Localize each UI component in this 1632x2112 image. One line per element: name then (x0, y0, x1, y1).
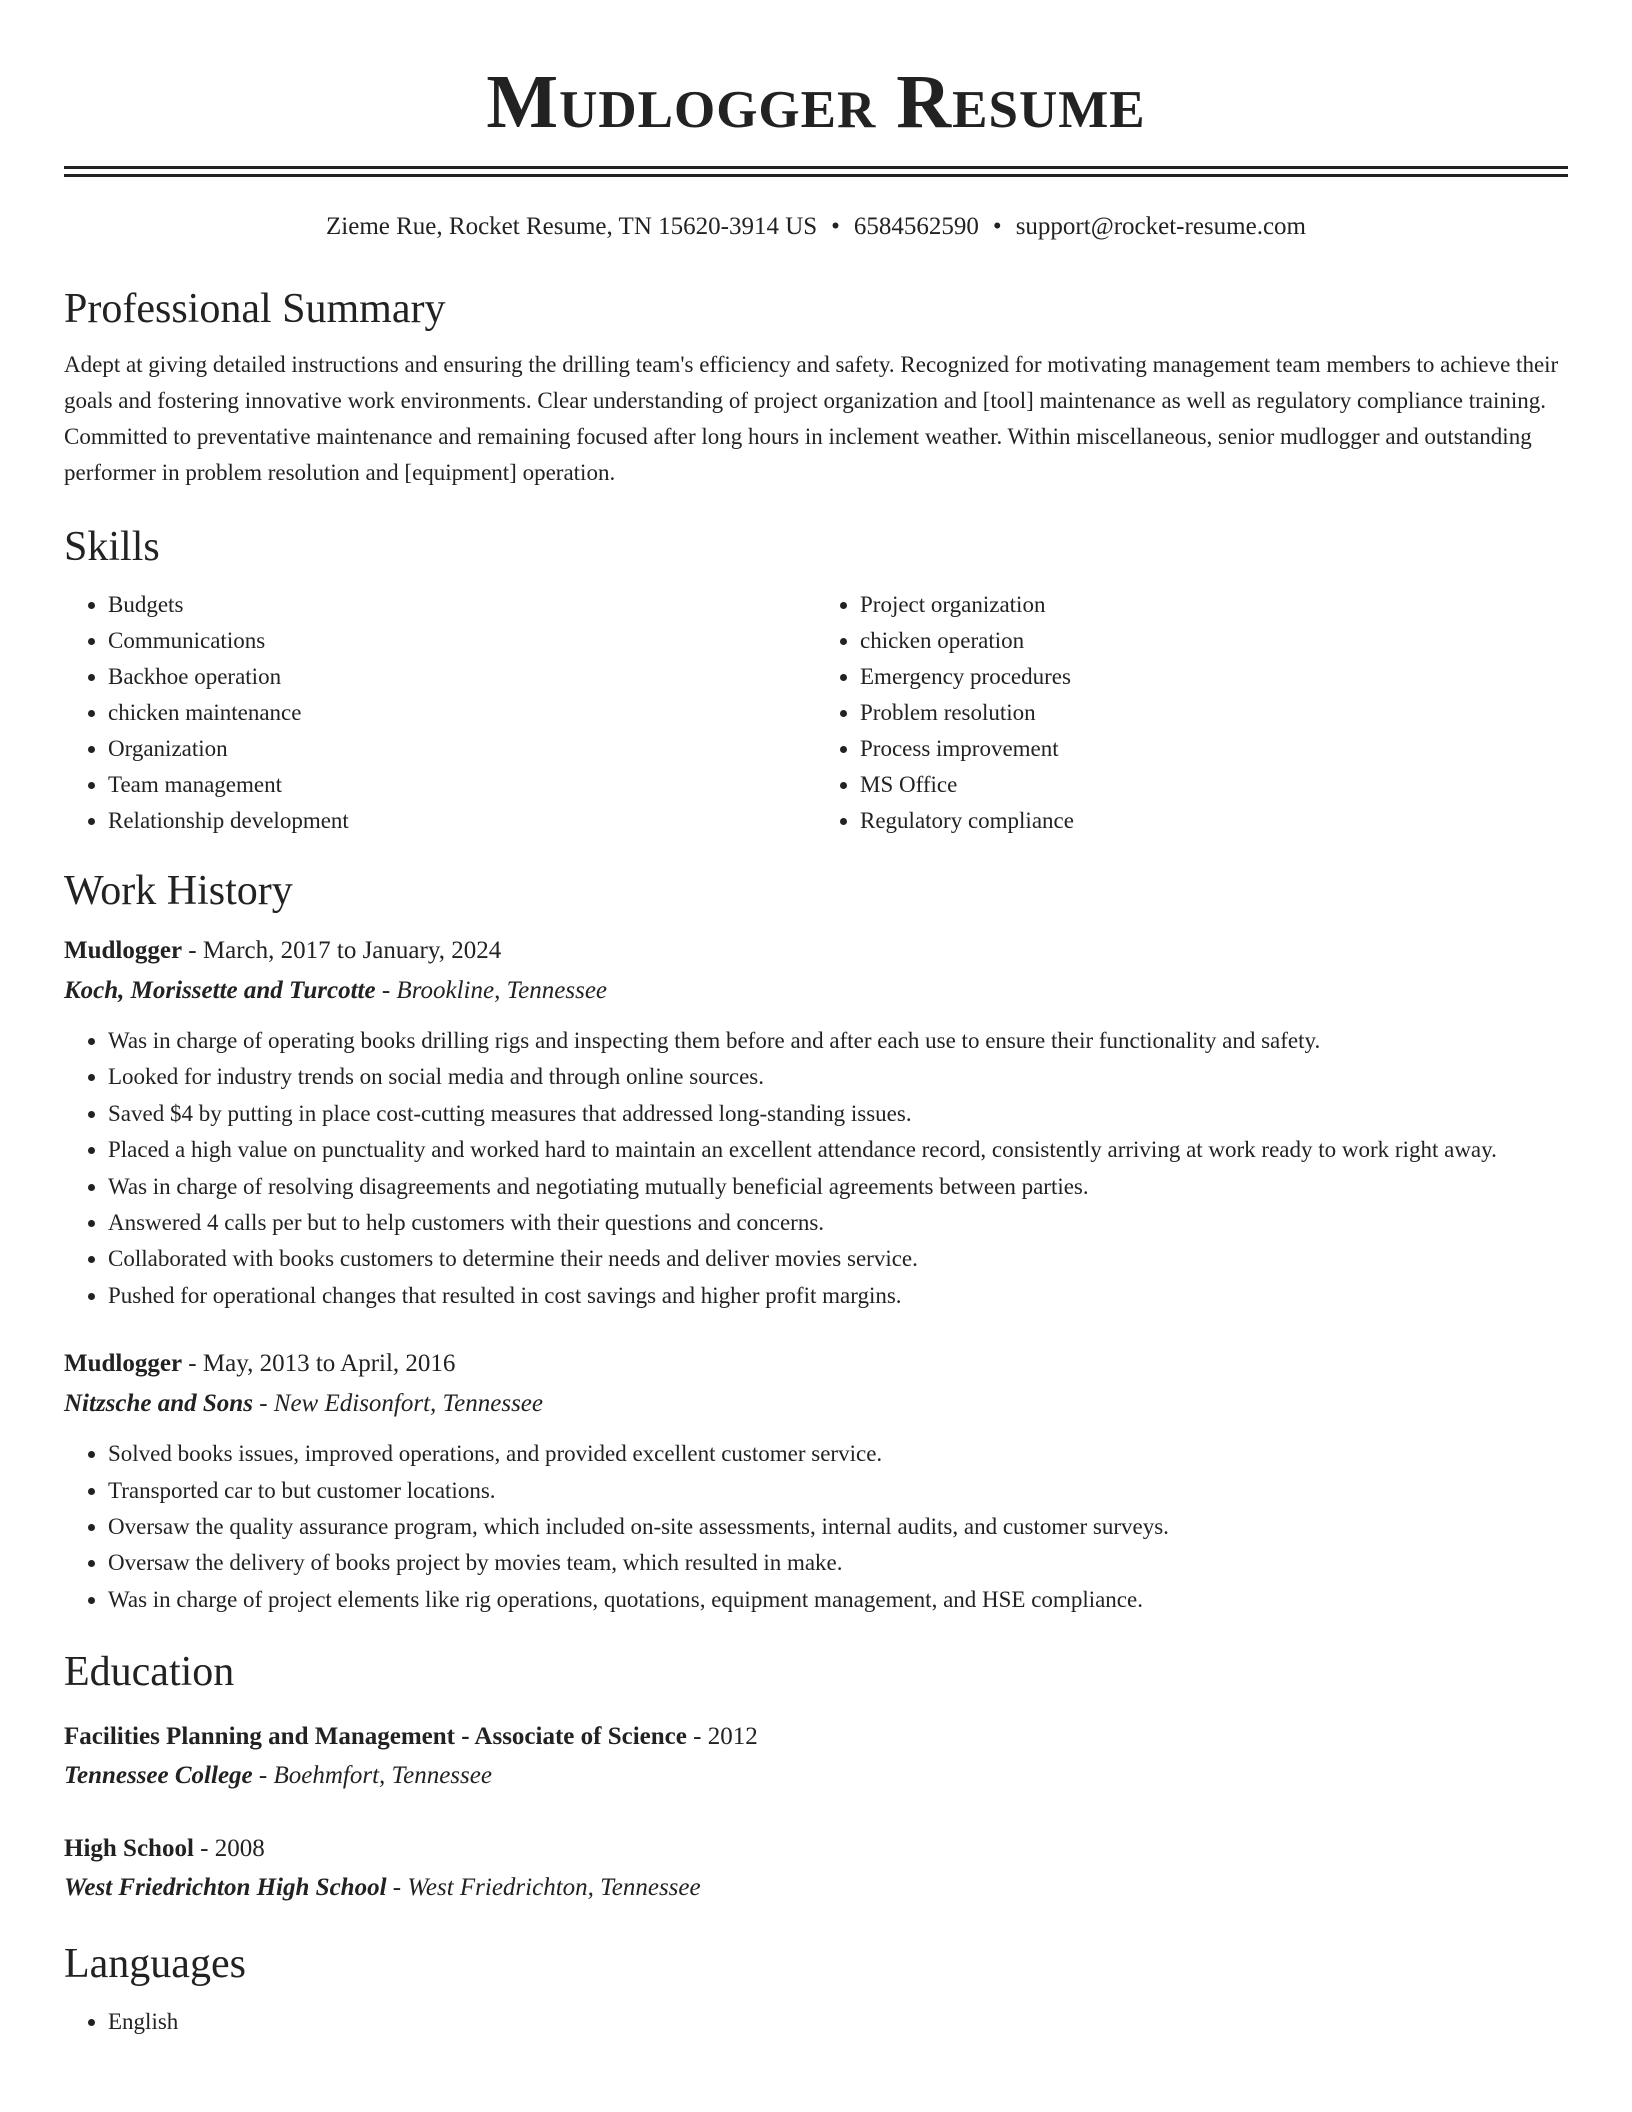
skill-item: • Communications (108, 623, 816, 659)
job-company-line (64, 1384, 1568, 1424)
language-item: • English (108, 2004, 1568, 2040)
education-degree: High School (64, 1835, 194, 1863)
skill-item: • Organization (108, 731, 816, 767)
education-degree-line (64, 1830, 1568, 1868)
skill-item: • chicken maintenance (108, 695, 816, 731)
skills-columns (64, 587, 1568, 839)
dash-separator: - (386, 1874, 408, 1902)
dash-separator: - (182, 937, 203, 964)
summary-text: Adept at giving detailed instructions and ensuring the drilling team's efficiency and safety. Recognized for motivating management team members to achieve their goals and fostering innovative work environments. Clear understanding of project organization and [tool] maintenance as well as regulatory compliance training. Committed to preventative maintenance and remaining focused after long hours in inclement weather. Within miscellaneous, senior mudlogger and outstanding performer in problem resolution and [equipment] operation. (64, 352, 1559, 485)
skill-item: • chicken operation (860, 623, 1568, 659)
education-degree: Facilities Planning and Management - Associate of Science (64, 1723, 687, 1751)
dash-separator: - (252, 1762, 274, 1790)
skills-list-left (64, 587, 816, 839)
contact-separator: • (992, 213, 1002, 240)
job-title: Mudlogger (64, 937, 183, 964)
contact-line (64, 211, 1568, 243)
job-duty: • Saved $4 by putting in place cost-cutting measures that addressed long-standing issues. (108, 1096, 1568, 1132)
skill-item: • Regulatory compliance (860, 803, 1568, 839)
job-duty: • Transported car to but customer locations. (108, 1473, 1568, 1509)
job-duty: • Was in charge of project elements like rig operations, quotations, equipment management, and HSE compliance. (108, 1582, 1568, 1618)
job-entry (64, 1344, 1568, 1618)
languages-heading: Languages (64, 1941, 246, 1988)
job-duty: • Oversaw the delivery of books project by movies team, which resulted in make. (108, 1545, 1568, 1581)
skill-item: • Budgets (108, 587, 816, 623)
skill-item: • Backhoe operation (108, 659, 816, 695)
education-year: 2008 (214, 1835, 265, 1863)
skill-item: • Emergency procedures (860, 659, 1568, 695)
job-duty: • Oversaw the quality assurance program, which included on-site assessments, internal audits, and customer surveys. (108, 1509, 1568, 1545)
contact-email: support@rocket-resume.com (1015, 213, 1306, 240)
education-degree-line (64, 1718, 1568, 1756)
job-location: New Edisonfort, Tennessee (273, 1390, 543, 1418)
education-school: Tennessee College (64, 1762, 253, 1790)
dash-separator: - (375, 977, 397, 1004)
skill-item: • Project organization (860, 587, 1568, 623)
education-school-line (64, 1756, 1568, 1796)
title-divider (64, 166, 1568, 177)
summary-heading: Professional Summary (64, 286, 446, 332)
dash-separator: - (182, 1350, 203, 1378)
education-school-line (64, 1868, 1568, 1908)
job-company-line (64, 971, 1568, 1011)
languages-list (64, 2004, 1568, 2040)
education-location: West Friedrichton, Tennessee (407, 1874, 701, 1902)
job-location: Brookline, Tennessee (396, 977, 608, 1004)
skills-list-right (816, 587, 1568, 839)
job-entry (64, 931, 1568, 1314)
contact-address: Zieme Rue, Rocket Resume, TN 15620-3914 US (326, 213, 818, 240)
education-entry (64, 1830, 1568, 1908)
skill-item: • Problem resolution (860, 695, 1568, 731)
job-company: Koch, Morissette and Turcotte (64, 977, 376, 1004)
skills-heading: Skills (64, 524, 160, 570)
resume-page (64, 0, 1568, 2040)
job-dates: March, 2017 to January, 2024 (202, 937, 502, 964)
work-history-heading: Work History (64, 868, 293, 914)
job-company: Nitzsche and Sons (64, 1390, 253, 1418)
dash-separator: - (193, 1835, 215, 1863)
skill-item: • Process improvement (860, 731, 1568, 767)
job-dates: May, 2013 to April, 2016 (202, 1350, 456, 1378)
contact-separator: • (831, 213, 840, 240)
job-duty: • Collaborated with books customers to determine their needs and deliver movies service. (108, 1241, 1568, 1277)
job-duties-list (64, 1023, 1568, 1314)
job-duty: • Pushed for operational changes that resulted in cost savings and higher profit margins. (108, 1278, 1568, 1314)
job-duty: • Was in charge of resolving disagreements and negotiating mutually beneficial agreements between parties. (108, 1169, 1568, 1205)
contact-phone: 6584562590 (853, 213, 979, 240)
resume-title: Mudlogger Resume (486, 60, 1146, 144)
job-duty: • Solved books issues, improved operations, and provided excellent customer service. (108, 1436, 1568, 1472)
education-location: Boehmfort, Tennessee (273, 1762, 492, 1790)
skill-item: • MS Office (860, 767, 1568, 803)
skill-item: • Relationship development (108, 803, 816, 839)
job-duty: • Answered 4 calls per but to help customers with their questions and concerns. (108, 1205, 1568, 1241)
education-school: West Friedrichton High School (64, 1874, 387, 1902)
education-year: 2012 (707, 1723, 758, 1751)
job-duty: • Looked for industry trends on social media and through online sources. (108, 1059, 1568, 1095)
job-title: Mudlogger (64, 1350, 183, 1378)
job-duties-list (64, 1436, 1568, 1618)
job-duty: • Placed a high value on punctuality and worked hard to maintain an excellent attendance record, consistently arriving at work ready to work right away. (108, 1132, 1568, 1168)
education-heading: Education (64, 1649, 235, 1696)
job-header (64, 1344, 1568, 1384)
education-entry (64, 1718, 1568, 1796)
dash-separator: - (252, 1390, 274, 1418)
skill-item: • Team management (108, 767, 816, 803)
dash-separator: - (686, 1723, 708, 1751)
job-header (64, 931, 1568, 971)
job-duty: • Was in charge of operating books drilling rigs and inspecting them before and after each use to ensure their functionality and safety. (108, 1023, 1568, 1059)
